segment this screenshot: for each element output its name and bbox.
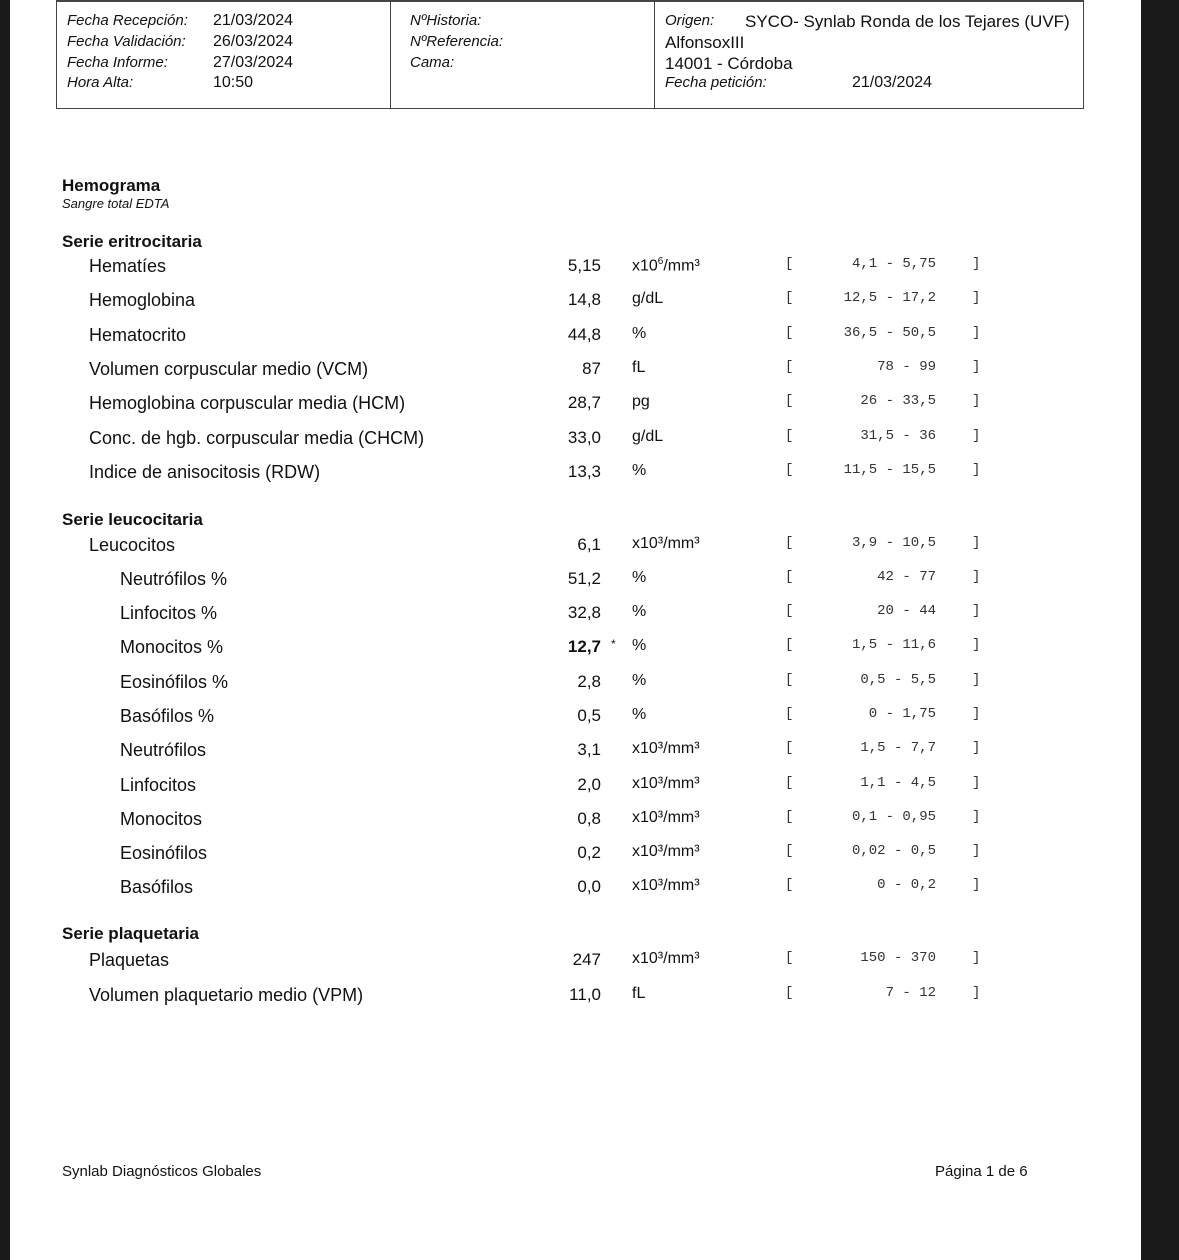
table-row: [10, 603, 1141, 625]
result-unit: g/dL: [632, 290, 664, 307]
range-low: 11,5: [843, 462, 878, 478]
result-unit: [632, 256, 700, 275]
range-high: 0,95: [902, 809, 936, 825]
range-separator: -: [893, 428, 920, 444]
range-low: 0,5: [860, 672, 886, 688]
reference-range: [877, 359, 936, 375]
range-separator: -: [885, 843, 911, 859]
range-low: 1,1: [860, 775, 886, 791]
range-separator: -: [885, 950, 911, 966]
test-name: Indice de anisocitosis (RDW): [89, 462, 321, 482]
range-low: 1,5: [851, 637, 878, 653]
range-high: 12: [919, 985, 936, 1001]
range-close-bracket: ]: [972, 359, 981, 375]
result-value: 2,0: [577, 775, 601, 794]
table-row: [10, 877, 1141, 899]
sample-type: Sangre total EDTA: [62, 196, 170, 211]
range-separator: -: [885, 775, 911, 791]
table-row: [10, 325, 1141, 347]
test-name: Eosinófilos %: [120, 672, 229, 692]
range-close-bracket: ]: [972, 775, 981, 791]
section-title: Serie eritrocitaria: [62, 232, 202, 251]
range-low: 12,5: [843, 290, 878, 306]
fecha-peticion-label: Fecha petición:: [665, 74, 767, 91]
test-name: Neutrófilos %: [120, 569, 228, 589]
table-row: [10, 637, 1141, 659]
reference-range: [877, 603, 936, 619]
reference-range: [877, 877, 936, 893]
range-high: 50,5: [902, 325, 936, 341]
range-low: 3,9: [851, 535, 878, 551]
result-unit: x10³/mm³: [632, 740, 700, 757]
range-high: 5,5: [910, 672, 936, 688]
range-open-bracket: [: [785, 462, 794, 478]
reference-range: [852, 256, 936, 272]
range-separator: -: [893, 569, 920, 585]
reference-range: [869, 706, 936, 722]
result-value: 0,2: [577, 843, 601, 862]
result-unit: %: [632, 462, 647, 479]
range-close-bracket: ]: [972, 428, 981, 444]
table-row: [10, 290, 1141, 312]
range-low: 36,5: [843, 325, 878, 341]
reference-range: [860, 672, 936, 688]
range-low: 0,1: [851, 809, 878, 825]
test-name: Hemoglobina: [89, 290, 196, 310]
table-row: [10, 672, 1141, 694]
result-unit: %: [632, 325, 647, 342]
result-value: 2,8: [577, 672, 601, 691]
reference-range: [844, 462, 936, 478]
reference-range: [886, 985, 936, 1001]
range-high: 11,6: [902, 637, 936, 653]
range-open-bracket: [: [785, 359, 794, 375]
range-open-bracket: [: [785, 569, 794, 585]
test-name: Monocitos %: [120, 637, 224, 657]
range-close-bracket: ]: [972, 877, 981, 893]
range-open-bracket: [: [785, 637, 794, 653]
range-close-bracket: ]: [972, 256, 981, 272]
result-value: 6,1: [577, 535, 601, 554]
result-unit: fL: [632, 985, 646, 1002]
range-low: 1,5: [860, 740, 886, 756]
range-separator: -: [877, 637, 903, 653]
result-value: 13,3: [567, 462, 601, 481]
range-close-bracket: ]: [972, 603, 981, 619]
reference-range: [877, 569, 936, 585]
range-high: 1,75: [902, 706, 936, 722]
range-low: 20: [877, 603, 894, 619]
range-separator: -: [877, 290, 903, 306]
test-name: Basófilos %: [120, 706, 215, 726]
range-close-bracket: ]: [972, 462, 981, 478]
range-close-bracket: ]: [972, 809, 981, 825]
range-separator: -: [885, 740, 911, 756]
range-close-bracket: ]: [972, 706, 981, 722]
unit-rest: /mm³: [663, 257, 700, 275]
range-separator: -: [877, 535, 903, 551]
range-high: 370: [910, 950, 936, 966]
range-low: 4,1: [851, 256, 878, 272]
range-high: 15,5: [902, 462, 936, 478]
result-value: 0,8: [577, 809, 601, 828]
result-value: 14,8: [567, 290, 601, 309]
range-high: 36: [919, 428, 936, 444]
range-separator: -: [893, 985, 920, 1001]
report-page: [10, 0, 1141, 1260]
report-title: Hemograma: [62, 176, 161, 195]
range-low: 7: [885, 985, 894, 1001]
result-value: 12,7: [567, 637, 601, 656]
range-low: 150: [860, 950, 886, 966]
range-separator: -: [885, 672, 911, 688]
fecha-validacion-label: Fecha Validación:: [67, 33, 186, 50]
range-separator: -: [877, 809, 903, 825]
result-value: 3,1: [577, 740, 601, 759]
test-name: Neutrófilos: [120, 740, 207, 760]
test-name: Hematocrito: [89, 325, 187, 345]
range-separator: -: [893, 603, 920, 619]
table-row: [10, 809, 1141, 831]
result-unit: %: [632, 637, 647, 654]
range-close-bracket: ]: [972, 843, 981, 859]
range-open-bracket: [: [785, 950, 794, 966]
hora-alta-label: Hora Alta:: [67, 74, 134, 91]
address-line-2: 14001 - Córdoba: [665, 54, 793, 73]
reference-range: [852, 843, 936, 859]
section-title: Serie plaquetaria: [62, 924, 200, 943]
table-row: [10, 950, 1141, 972]
range-low: 0: [877, 877, 886, 893]
origen-value: SYCO- Synlab Ronda de los Tejares (UVF): [745, 12, 1070, 31]
result-unit: %: [632, 603, 647, 620]
result-unit: %: [632, 672, 647, 689]
range-separator: -: [877, 393, 903, 409]
test-name: Linfocitos %: [120, 603, 218, 623]
test-name: Hemoglobina corpuscular media (HCM): [89, 393, 406, 413]
table-row: [10, 535, 1141, 557]
reference-range: [860, 775, 936, 791]
range-open-bracket: [: [785, 843, 794, 859]
address-line-1: AlfonsoxIII: [665, 33, 745, 52]
table-row: [10, 569, 1141, 591]
range-high: 44: [919, 603, 936, 619]
range-open-bracket: [: [785, 877, 794, 893]
reference-range: [844, 290, 936, 306]
range-high: 10,5: [902, 535, 936, 551]
fecha-informe-value: 27/03/2024: [213, 54, 294, 71]
range-close-bracket: ]: [972, 569, 981, 585]
fecha-informe-label: Fecha Informe:: [67, 54, 168, 71]
range-open-bracket: [: [785, 775, 794, 791]
range-open-bracket: [: [785, 985, 794, 1001]
result-unit: pg: [632, 393, 650, 410]
result-unit: x10³/mm³: [632, 877, 700, 894]
range-close-bracket: ]: [972, 985, 981, 1001]
range-high: 77: [919, 569, 936, 585]
result-unit: x10³/mm³: [632, 809, 700, 826]
range-separator: -: [877, 325, 903, 341]
range-open-bracket: [: [785, 393, 794, 409]
range-close-bracket: ]: [972, 637, 981, 653]
range-low: 26: [860, 393, 878, 409]
range-low: 78: [877, 359, 894, 375]
fecha-recepcion-value: 21/03/2024: [213, 12, 294, 29]
test-name: Volumen corpuscular medio (VCM): [89, 359, 369, 379]
table-row: [10, 359, 1141, 381]
fecha-recepcion-label: Fecha Recepción:: [67, 12, 188, 29]
range-separator: -: [877, 706, 903, 722]
fecha-peticion-value: 21/03/2024: [852, 74, 933, 91]
range-high: 99: [919, 359, 936, 375]
result-unit: x10³/mm³: [632, 775, 700, 792]
result-value: 44,8: [567, 325, 601, 344]
table-row: [10, 843, 1141, 865]
reference-range: [852, 809, 936, 825]
range-separator: -: [893, 359, 920, 375]
origen-label: Origen:: [665, 12, 715, 29]
result-unit: g/dL: [632, 428, 664, 445]
result-value: 32,8: [567, 603, 601, 622]
table-row: [10, 462, 1141, 484]
range-high: 0,2: [910, 877, 936, 893]
result-value: 5,15: [567, 256, 601, 275]
range-open-bracket: [: [785, 706, 794, 722]
table-row: [10, 393, 1141, 415]
range-close-bracket: ]: [972, 393, 981, 409]
cama-label: Cama:: [410, 54, 455, 71]
result-value: 0,5: [577, 706, 601, 725]
result-value: 28,7: [567, 393, 601, 412]
table-row: [10, 256, 1141, 278]
range-open-bracket: [: [785, 603, 794, 619]
section-title: Serie leucocitaria: [62, 510, 203, 529]
range-high: 17,2: [902, 290, 936, 306]
reference-range: [844, 325, 936, 341]
range-open-bracket: [: [785, 535, 794, 551]
result-unit: x10³/mm³: [632, 950, 700, 967]
range-close-bracket: ]: [972, 290, 981, 306]
range-high: 7,7: [910, 740, 936, 756]
range-low: 42: [877, 569, 894, 585]
range-low: 0: [868, 706, 878, 722]
out-of-range-flag: *: [611, 637, 616, 651]
test-name: Leucocitos: [89, 535, 176, 555]
range-low: 31,5: [860, 428, 894, 444]
reference-range: [860, 393, 936, 409]
reference-range: [860, 428, 936, 444]
range-open-bracket: [: [785, 740, 794, 756]
test-name: Conc. de hgb. corpuscular media (CHCM): [89, 428, 425, 448]
ids-column: [390, 2, 655, 108]
table-row: [10, 985, 1141, 1007]
range-separator: -: [877, 256, 903, 272]
result-unit: fL: [632, 359, 646, 376]
unit-base: x10: [632, 257, 658, 275]
result-unit: x10³/mm³: [632, 535, 700, 552]
patient-header-box: [56, 0, 1084, 109]
range-close-bracket: ]: [972, 740, 981, 756]
range-open-bracket: [: [785, 256, 794, 272]
test-name: Monocitos: [120, 809, 203, 829]
test-name: Hematíes: [89, 256, 167, 276]
range-separator: -: [885, 877, 911, 893]
range-close-bracket: ]: [972, 672, 981, 688]
range-close-bracket: ]: [972, 325, 981, 341]
reference-range: [852, 637, 936, 653]
result-value: 0,0: [577, 877, 601, 896]
footer-company: Synlab Diagnósticos Globales: [62, 1163, 262, 1180]
table-row: [10, 706, 1141, 728]
referencia-label: NºReferencia:: [410, 33, 504, 50]
test-name: Eosinófilos: [120, 843, 208, 863]
reference-range: [860, 950, 936, 966]
result-unit: %: [632, 569, 647, 586]
table-row: [10, 428, 1141, 450]
range-close-bracket: ]: [972, 950, 981, 966]
hora-alta-value: 10:50: [213, 74, 254, 91]
range-high: 33,5: [902, 393, 936, 409]
test-name: Linfocitos: [120, 775, 197, 795]
range-open-bracket: [: [785, 325, 794, 341]
reference-range: [860, 740, 936, 756]
range-high: 0,5: [910, 843, 936, 859]
range-open-bracket: [: [785, 428, 794, 444]
unit-exponent: 6: [657, 256, 664, 267]
result-unit: x10³/mm³: [632, 843, 700, 860]
range-low: 0,02: [851, 843, 886, 859]
fecha-validacion-value: 26/03/2024: [213, 33, 294, 50]
range-separator: -: [877, 462, 903, 478]
range-high: 5,75: [902, 256, 936, 272]
range-open-bracket: [: [785, 672, 794, 688]
test-name: Basófilos: [120, 877, 194, 897]
result-value: 33,0: [567, 428, 601, 447]
origin-column: [654, 2, 1083, 108]
test-name: Volumen plaquetario medio (VPM): [89, 985, 364, 1005]
dates-column: [57, 2, 391, 108]
table-row: [10, 740, 1141, 762]
range-open-bracket: [: [785, 290, 794, 306]
table-row: [10, 775, 1141, 797]
historia-label: NºHistoria:: [410, 12, 482, 29]
footer-page-number: Página 1 de 6: [935, 1163, 1028, 1180]
reference-range: [852, 535, 936, 551]
range-close-bracket: ]: [972, 535, 981, 551]
range-high: 4,5: [910, 775, 936, 791]
result-value: 87: [582, 359, 601, 378]
result-value: 247: [572, 950, 601, 969]
result-value: 51,2: [567, 569, 601, 588]
range-open-bracket: [: [785, 809, 794, 825]
result-unit: %: [632, 706, 647, 723]
test-name: Plaquetas: [89, 950, 170, 970]
result-value: 11,0: [569, 985, 601, 1004]
